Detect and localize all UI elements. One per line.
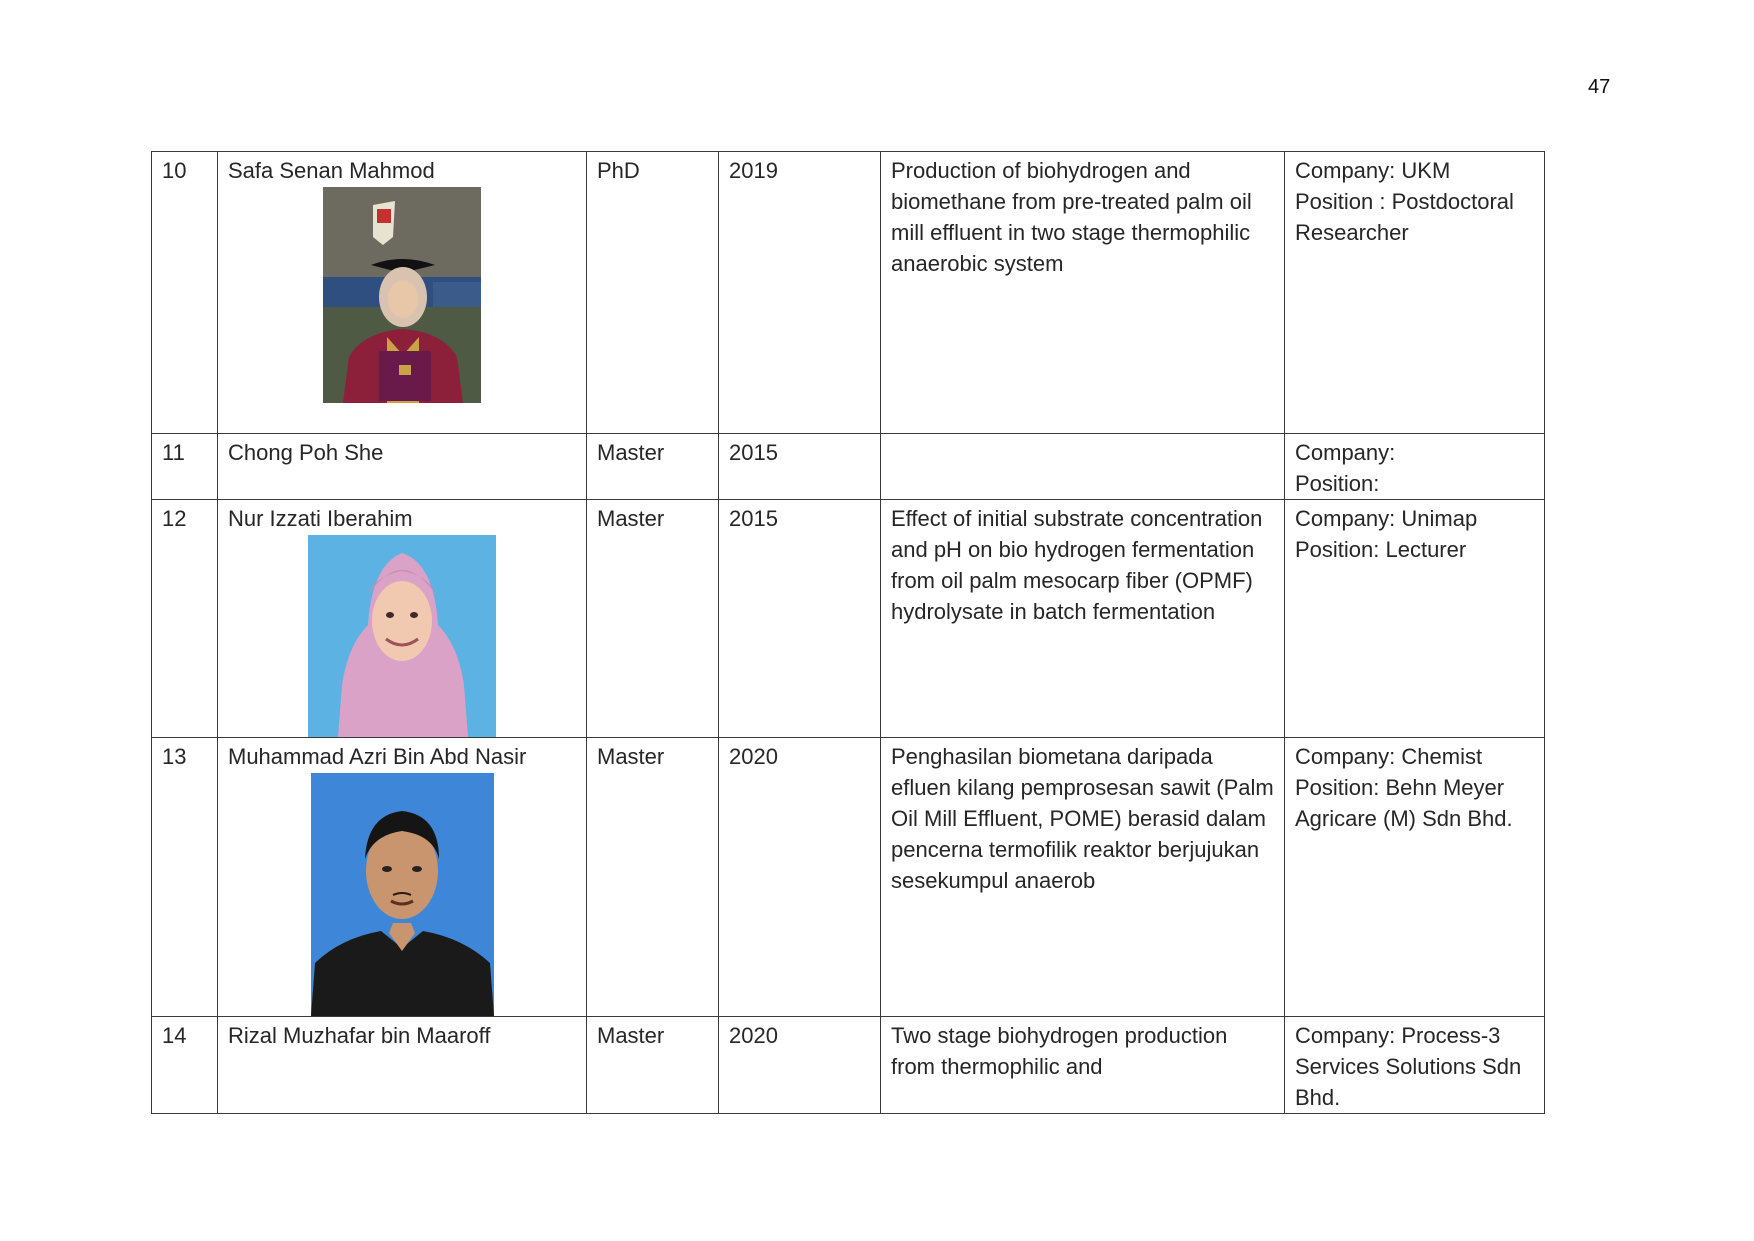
thesis-title: Production of biohydrogen and biomethane from pre-treated palm oil mill effluent in two stage thermophilic anaerobic system [881,152,1285,434]
student-cell [218,434,587,500]
degree: Master [587,1017,719,1114]
employment [1285,500,1545,738]
row-number: 11 [152,434,218,500]
student-name: Chong Poh She [228,440,384,465]
student-name: Nur Izzati Iberahim [228,506,413,531]
employment [1285,152,1545,434]
company: Company: UKM [1295,158,1451,183]
company: Company: Process-3 Services Solutions Sdn Bhd. [1295,1023,1522,1110]
employment [1285,1017,1545,1114]
student-photo [308,535,496,737]
year: 2019 [719,152,881,434]
year: 2020 [719,1017,881,1114]
degree: Master [587,434,719,500]
employment [1285,434,1545,500]
table-row [152,434,1545,500]
table-row [152,152,1545,434]
row-number: 13 [152,738,218,1017]
page-number: 47 [1588,76,1611,98]
table-row [152,738,1545,1017]
year: 2020 [719,738,881,1017]
student-name: Rizal Muzhafar bin Maaroff [228,1023,491,1048]
table-row [152,1017,1545,1114]
degree: Master [587,738,719,1017]
row-number: 10 [152,152,218,434]
students-table [151,151,1545,1114]
year: 2015 [719,434,881,500]
student-name: Safa Senan Mahmod [228,158,435,183]
student-photo [311,773,494,1016]
degree: PhD [587,152,719,434]
company: Company: Unimap [1295,506,1478,531]
thesis-title: Two stage biohydrogen production from thermophilic and [881,1017,1285,1114]
employment [1285,738,1545,1017]
table-row [152,500,1545,738]
row-number: 12 [152,500,218,738]
position: Position : Postdoctoral Researcher [1295,189,1514,245]
thesis-title [881,434,1285,500]
student-cell [218,1017,587,1114]
student-cell [218,152,587,434]
position: Position: [1295,471,1380,496]
row-number: 14 [152,1017,218,1114]
thesis-title: Penghasilan biometana daripada efluen kilang pemprosesan sawit (Palm Oil Mill Effluent, POME) berasid dalam pencerna termofilik reaktor berjujukan sesekumpul anaerob [881,738,1285,1017]
degree: Master [587,500,719,738]
thesis-title: Effect of initial substrate concentration and pH on bio hydrogen fermentation from oil palm mesocarp fiber (OPMF) hydrolysate in batch fermentation [881,500,1285,738]
student-photo [323,187,481,403]
position: Position: Behn Meyer Agricare (M) Sdn Bhd. [1295,775,1513,831]
position: Position: Lecturer [1295,537,1467,562]
year: 2015 [719,500,881,738]
company: Company: Chemist [1295,744,1483,769]
student-name: Muhammad Azri Bin Abd Nasir [228,744,527,769]
company: Company: [1295,440,1396,465]
student-cell [218,738,587,1017]
student-cell [218,500,587,738]
